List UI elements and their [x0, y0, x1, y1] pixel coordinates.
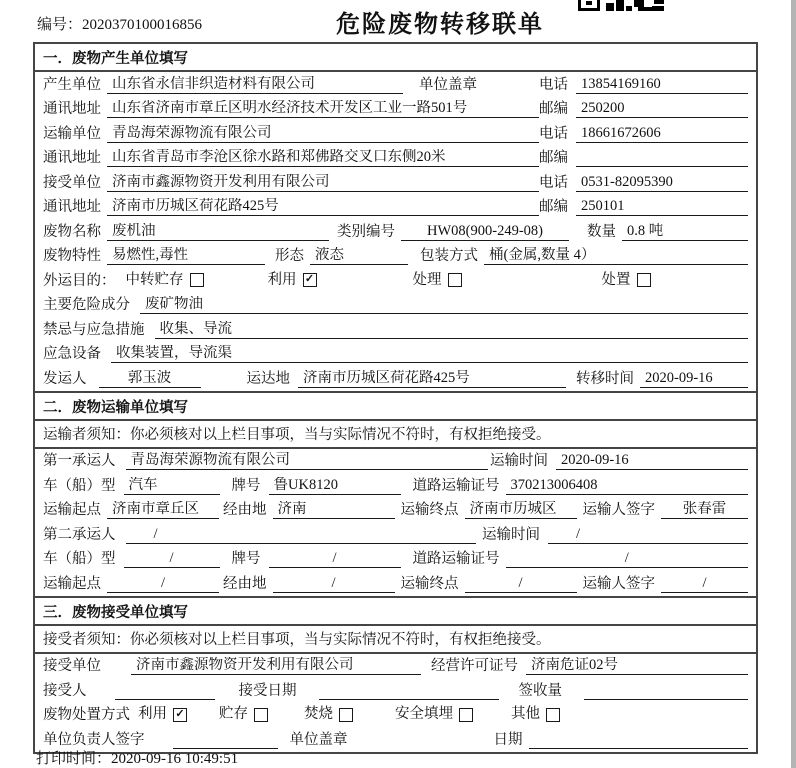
manifest-form	[33, 42, 758, 754]
transfer-purpose-label: 外运目的：	[43, 272, 116, 289]
emergency-equipment-label: 应急设备	[43, 346, 101, 363]
receiver-address-label: 通讯地址	[43, 199, 101, 216]
transporter-notice-text: 你必须核对以上栏目事项，当与实际情况不符时，有权拒绝接受。	[130, 427, 551, 443]
hazardous-component-label: 主要危险成分	[43, 297, 130, 314]
section3-header: 三．废物接受单位填写	[35, 598, 756, 626]
road-permit-value-1: 370213006408	[506, 477, 749, 495]
producer-unit-value: 山东省永信非织造材料有限公司	[107, 76, 403, 94]
option-dispose-label: 处置	[601, 271, 631, 288]
window-edge	[791, 0, 796, 768]
origin-label-2: 运输起点	[43, 575, 101, 592]
checkbox-treat	[448, 273, 462, 287]
origin-label-1: 运输起点	[43, 502, 101, 519]
producer-unit-label: 产生单位	[43, 76, 101, 93]
second-carrier-row	[35, 522, 756, 547]
receiver-phone-group	[539, 174, 748, 192]
receiver-phone-label: 电话	[539, 174, 568, 191]
checkbox-disposal-utilize: ✓	[173, 708, 187, 722]
transporter-notice-label: 运输者须知：	[43, 427, 130, 443]
transport-date-label-2: 运输时间	[482, 526, 540, 543]
disposal-method-label: 废物处置方式	[43, 707, 130, 724]
origin-value-1: 济南市章丘区	[107, 501, 219, 519]
license-no-label: 经营许可证号	[431, 658, 518, 675]
option-disposal-utilize-label: 利用	[138, 706, 167, 723]
option-store-label: 贮存	[219, 706, 248, 723]
producer-address-label: 通讯地址	[43, 101, 101, 118]
unit-seal-label-2: 单位盖章	[289, 731, 348, 748]
license-no-value: 济南危证02号	[526, 657, 748, 675]
receive-date-value	[319, 683, 499, 700]
receiver-postcode-label: 邮编	[539, 199, 568, 216]
first-carrier-label: 第一承运人	[43, 453, 116, 470]
receiver-unit-label: 接受单位	[43, 174, 101, 191]
checkbox-landfill	[459, 708, 473, 722]
waste-property-row	[35, 244, 756, 269]
transport-date-value-1: 2020-09-16	[556, 452, 748, 470]
receiver-person-value	[115, 683, 215, 700]
second-carrier-value: /	[126, 526, 476, 544]
via-label-1: 经由地	[223, 502, 267, 519]
route-row-2	[35, 571, 756, 596]
producer-postcode-label: 邮编	[539, 101, 568, 118]
receiver-person-label: 接受人	[43, 682, 87, 699]
endpoint-value-2: /	[465, 575, 577, 593]
transporter-address-value: 山东省青岛市李沧区徐水路和郑佛路交叉口东侧20米	[107, 149, 539, 167]
emergency-equipment-row	[35, 342, 756, 367]
responsible-sign-label: 单位负责人签字	[43, 731, 145, 748]
option-landfill-label: 安全填埋	[395, 706, 453, 723]
receiver-notice-label: 接受者须知：	[43, 632, 130, 648]
producer-postcode-group	[539, 100, 748, 118]
doc-number	[37, 13, 202, 34]
first-carrier-value: 青岛海荣源物流有限公司	[126, 452, 488, 470]
carrier-sign-value-1: 张春雷	[661, 501, 748, 519]
transporter-phone-value: 18661672606	[576, 125, 748, 143]
page-title: 危险废物转移联单	[336, 11, 544, 38]
destination-value: 济南市历城区荷花路425号	[298, 370, 566, 388]
plate-no-value-1: 鲁UK8120	[269, 477, 401, 495]
receiver-unit-row	[35, 170, 756, 195]
option-incinerate-label: 焚烧	[304, 706, 333, 723]
shipper-row	[35, 366, 756, 391]
endpoint-value-1: 济南市历城区	[465, 501, 577, 519]
road-permit-value-2: /	[506, 550, 749, 568]
transport-date-label-1: 运输时间	[490, 453, 548, 470]
hazardous-component-row	[35, 293, 756, 318]
checkbox-incinerate	[339, 708, 353, 722]
receiver-person-row	[35, 678, 756, 703]
road-permit-label-1: 道路运输证号	[412, 477, 500, 494]
producer-address-value: 山东省济南市章丘区明水经济技术开发区工业一路501号	[107, 100, 539, 118]
waste-name-row	[35, 219, 756, 244]
receive-date-label: 接受日期	[238, 682, 297, 699]
vehicle-type-row-2	[35, 547, 756, 572]
option-landfill	[395, 706, 473, 723]
destination-label: 运达地	[246, 370, 290, 387]
checkbox-transit-storage	[190, 273, 204, 287]
received-qty-value	[584, 683, 748, 700]
checkbox-dispose	[637, 273, 651, 287]
section-receiver	[35, 596, 756, 752]
receiver-unit-value: 济南市鑫源物资开发利用有限公司	[107, 174, 539, 192]
transporter-postcode-group	[539, 150, 748, 167]
producer-phone-group	[539, 76, 748, 94]
print-time	[36, 747, 238, 768]
origin-value-2: /	[107, 575, 219, 593]
emergency-equipment-value: 收集装置，导流渠	[111, 345, 748, 363]
checkbox-store	[254, 708, 268, 722]
receiver-address-value: 济南市历城区荷花路425号	[107, 198, 539, 216]
endpoint-label-1: 运输终点	[400, 502, 459, 519]
category-code-value: HW08(900-249-08)	[401, 223, 569, 241]
section-transporter	[35, 391, 756, 596]
checkbox-other	[546, 708, 560, 722]
precautions-label: 禁忌与应急措施	[43, 321, 145, 338]
receiver-notice	[35, 626, 756, 654]
precautions-value: 收集、导流	[155, 321, 749, 339]
option-treat	[413, 272, 462, 289]
print-time-label: 打印时间：	[36, 751, 112, 767]
receiver-address-row	[35, 195, 756, 220]
transporter-postcode-value	[576, 150, 748, 167]
option-transit-storage-label: 中转贮存	[125, 271, 184, 288]
vehicle-type-value-1: 汽车	[124, 477, 220, 495]
hazardous-component-value: 废矿物油	[140, 296, 748, 314]
vehicle-type-row-1	[35, 473, 756, 498]
road-permit-label-2: 道路运输证号	[412, 551, 500, 568]
option-disposal-utilize	[138, 706, 187, 723]
unit-seal-label: 单位盖章	[419, 76, 477, 93]
transporter-address-label: 通讯地址	[43, 150, 101, 167]
via-label-2: 经由地	[223, 575, 267, 592]
waste-property-value: 易燃性,毒性	[107, 247, 265, 265]
print-time-value: 2020-09-16 10:49:51	[111, 751, 239, 767]
date-label: 日期	[493, 731, 523, 748]
option-transit-storage	[126, 272, 204, 289]
transporter-unit-label: 运输单位	[43, 125, 101, 142]
packaging-label: 包装方式	[420, 248, 478, 265]
doc-number-value: 2020370100016856	[82, 17, 203, 33]
producer-postcode-value: 250200	[576, 100, 748, 118]
transfer-date-label: 转移时间	[576, 370, 634, 387]
transfer-purpose-row	[35, 268, 756, 293]
quantity-value: 0.8 吨	[622, 223, 748, 241]
transporter-address-row	[35, 146, 756, 171]
checkbox-utilize: ✓	[303, 273, 317, 287]
option-other-label: 其他	[511, 706, 540, 723]
receiver-notice-text: 你必须核对以上栏目事项，当与实际情况不符时，有权拒绝接受。	[130, 632, 551, 648]
carrier-sign-label-1: 运输人签字	[582, 502, 655, 519]
date-value	[529, 732, 749, 749]
endpoint-label-2: 运输终点	[400, 575, 459, 592]
receiver-postcode-group	[539, 198, 748, 216]
form-label: 形态	[275, 248, 304, 265]
first-carrier-row	[35, 449, 756, 474]
form-value: 液态	[310, 247, 408, 265]
precautions-row	[35, 317, 756, 342]
transfer-date-value: 2020-09-16	[640, 370, 748, 388]
transporter-phone-label: 电话	[539, 125, 568, 142]
transport-date-group-2	[482, 526, 748, 544]
section-producer	[35, 44, 756, 391]
option-treat-label: 处理	[412, 271, 442, 288]
transporter-unit-row	[35, 121, 756, 146]
transporter-postcode-label: 邮编	[539, 150, 568, 167]
producer-phone-value: 13854169160	[576, 76, 748, 94]
second-carrier-label: 第二承运人	[43, 526, 116, 543]
producer-unit-row	[35, 72, 756, 97]
receiver-postcode-value: 250101	[576, 198, 748, 216]
section1-header: 一．废物产生单位填写	[35, 44, 756, 72]
waste-name-value: 废机油	[107, 223, 329, 241]
category-code-label: 类别编号	[337, 223, 395, 240]
shipper-value: 郭玉波	[99, 370, 201, 388]
vehicle-type-label-1: 车（船）型	[43, 477, 116, 494]
transporter-unit-value: 青岛海荣源物流有限公司	[107, 125, 539, 143]
receiver-phone-value: 0531-82095390	[576, 174, 748, 192]
option-other	[511, 706, 560, 723]
receive-unit-row	[35, 654, 756, 679]
vehicle-type-label-2: 车（船）型	[43, 551, 116, 568]
section2-header: 二．废物运输单位填写	[35, 393, 756, 421]
responsible-sign-value	[173, 732, 278, 749]
plate-no-label-1: 牌号	[231, 477, 261, 494]
option-incinerate	[304, 706, 353, 723]
option-utilize-label: 利用	[267, 271, 297, 288]
received-qty-label: 签收量	[518, 682, 562, 699]
carrier-sign-value-2: /	[661, 575, 748, 593]
shipper-label: 发运人	[43, 370, 87, 387]
transporter-phone-group	[539, 125, 748, 143]
waste-name-label: 废物名称	[43, 223, 101, 240]
disposal-method-row	[35, 703, 756, 728]
producer-address-row	[35, 97, 756, 122]
transport-date-group-1	[490, 452, 748, 470]
option-store	[219, 706, 268, 723]
waste-property-label: 废物特性	[43, 248, 101, 265]
receive-unit-value: 济南市鑫源物资开发利用有限公司	[131, 657, 421, 675]
option-utilize	[268, 272, 317, 289]
via-value-1: 济南	[273, 501, 395, 519]
route-row-1	[35, 498, 756, 523]
via-value-2: /	[273, 575, 395, 593]
plate-no-value-2: /	[269, 550, 401, 568]
plate-no-label-2: 牌号	[231, 551, 261, 568]
producer-phone-label: 电话	[539, 76, 568, 93]
receive-unit-label: 接受单位	[43, 658, 101, 675]
qr-code-fragment	[578, 0, 666, 11]
carrier-sign-label-2: 运输人签字	[582, 575, 655, 592]
vehicle-type-value-2: /	[124, 550, 220, 568]
option-dispose	[602, 272, 651, 289]
doc-number-label: 编号：	[37, 17, 83, 33]
packaging-value: 桶(金属,数量 4）	[484, 247, 748, 265]
transporter-notice	[35, 421, 756, 449]
transport-date-value-2: /	[548, 526, 748, 544]
quantity-label: 数量	[587, 223, 616, 240]
